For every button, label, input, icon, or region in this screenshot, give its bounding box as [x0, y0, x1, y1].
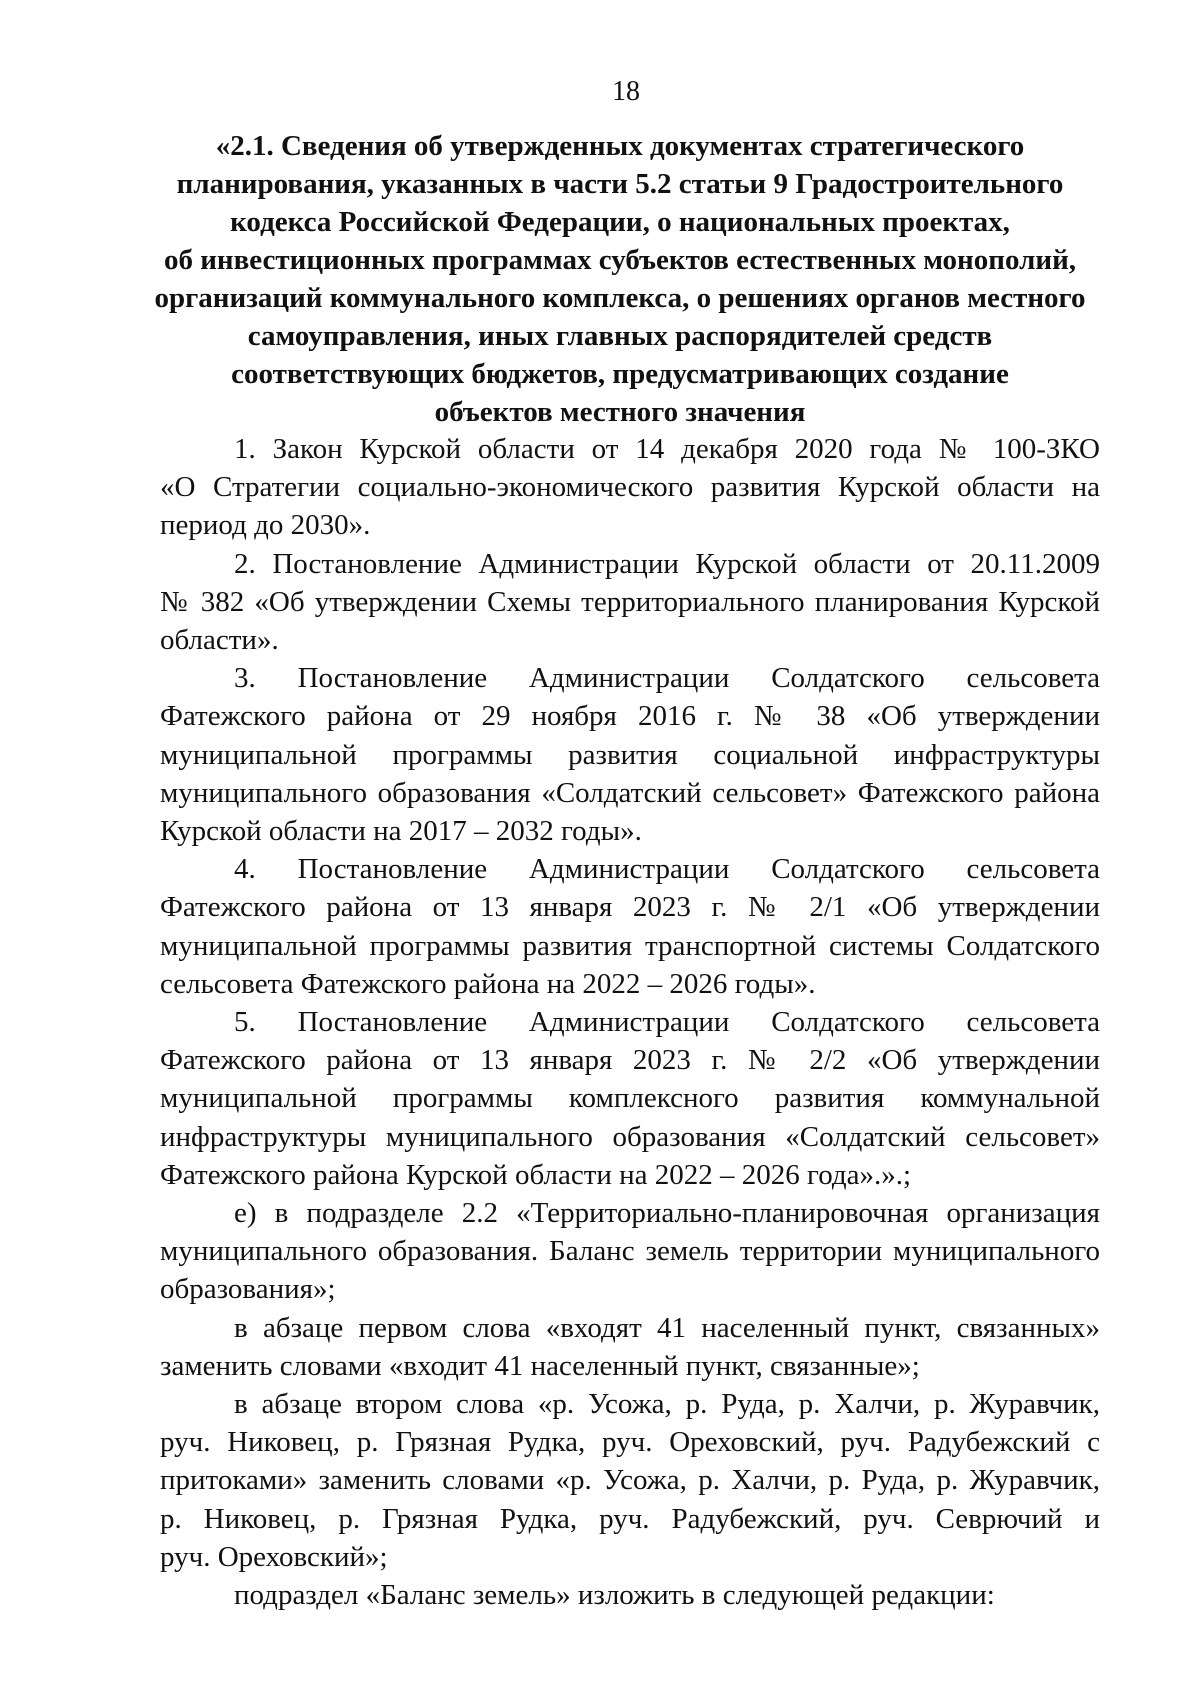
title-line: самоуправления, иных главных распорядителей средств [247, 320, 993, 352]
page-number: 18 [612, 76, 640, 107]
paragraph-balance-lands [160, 1576, 1100, 1614]
text-line: муниципального образования. Баланс земель территории муниципального [160, 1235, 1100, 1268]
text-line: муниципальной программы развития транспортной системы Солдатского [160, 929, 1100, 962]
text-line: образования»; [160, 1273, 336, 1306]
text-line: области». [160, 624, 279, 657]
title-line: соответствующих бюджетов, предусматривающих создание [231, 358, 1009, 390]
text-line: Курской области на 2017 – 2032 годы». [160, 815, 642, 848]
text-line: Фатежского района от 29 ноября 2016 г. № 38 «Об утверждении [160, 700, 1100, 733]
text-line: «О Стратегии социально-экономического развития Курской области на [160, 471, 1100, 504]
text-line: подраздел «Баланс земель» изложить в следующей редакции: [234, 1579, 995, 1612]
section-title [150, 127, 1090, 431]
paragraph-first-abzac [160, 1309, 1100, 1385]
title-line: планирования, указанных в части 5.2 статьи 9 Градостроительного [176, 168, 1064, 200]
text-line: в абзаце первом слова «входят 41 населенный пункт, связанных» [234, 1311, 1100, 1344]
paragraph-item-4 [160, 850, 1100, 1003]
text-line: 5. Постановление Администрации Солдатского сельсовета [234, 1006, 1100, 1039]
paragraph-item-1 [160, 430, 1100, 545]
title-line: объектов местного значения [434, 396, 806, 428]
text-line: Фатежского района Курской области на 2022 – 2026 года».».; [160, 1158, 912, 1191]
paragraph-amendment-e [160, 1194, 1100, 1309]
text-line: в абзаце втором слова «р. Усожа, р. Руда, р. Халчи, р. Журавчик, [234, 1388, 1100, 1421]
text-line: период до 2030». [160, 509, 371, 542]
text-line: 3. Постановление Администрации Солдатского сельсовета [234, 662, 1100, 695]
text-line: руч. Ореховский»; [160, 1540, 388, 1573]
text-line: руч. Никовец, р. Грязная Рудка, руч. Ореховский, руч. Радубежский с [160, 1426, 1100, 1459]
paragraph-second-abzac [160, 1385, 1100, 1576]
text-line: Фатежского района от 13 января 2023 г. № 2/1 «Об утверждении [160, 891, 1100, 924]
text-line: Фатежского района от 13 января 2023 г. № 2/2 «Об утверждении [160, 1044, 1100, 1077]
text-line: заменить словами «входит 41 населенный пункт, связанные»; [160, 1349, 920, 1382]
title-line: организаций коммунального комплекса, о решениях органов местного [154, 282, 1086, 314]
title-line: об инвестиционных программах субъектов естественных монополий, [163, 244, 1077, 276]
text-line: е) в подразделе 2.2 «Территориально-планировочная организация [234, 1197, 1100, 1230]
text-line: инфраструктуры муниципального образования «Солдатский сельсовет» [160, 1120, 1100, 1153]
text-line: 1. Закон Курской области от 14 декабря 2020 года № 100-ЗКО [234, 433, 1100, 465]
text-line: муниципальной программы развития социальной инфраструктуры [160, 738, 1100, 771]
title-line: кодекса Российской Федерации, о национальных проектах, [230, 206, 1010, 238]
text-line: притоками» заменить словами «р. Усожа, р. Халчи, р. Руда, р. Журавчик, [160, 1464, 1100, 1497]
text-line: сельсовета Фатежского района на 2022 – 2026 годы». [160, 967, 816, 1000]
text-line: 4. Постановление Администрации Солдатского сельсовета [234, 853, 1100, 886]
paragraph-item-3 [160, 659, 1100, 850]
text-line: муниципального образования «Солдатский сельсовет» Фатежского района [160, 776, 1100, 809]
text-line: муниципальной программы комплексного развития коммунальной [160, 1082, 1100, 1115]
paragraph-item-2 [160, 545, 1100, 660]
text-line: № 382 «Об утверждении Схемы территориального планирования Курской [160, 585, 1100, 618]
text-line: 2. Постановление Администрации Курской области от 20.11.2009 [234, 547, 1100, 580]
document-body [160, 430, 1100, 1614]
paragraph-item-5 [160, 1003, 1100, 1194]
title-line: «2.1. Сведения об утвержденных документах стратегического [215, 130, 1025, 162]
text-line: р. Никовец, р. Грязная Рудка, руч. Радубежский, руч. Севрючий и [160, 1502, 1100, 1535]
